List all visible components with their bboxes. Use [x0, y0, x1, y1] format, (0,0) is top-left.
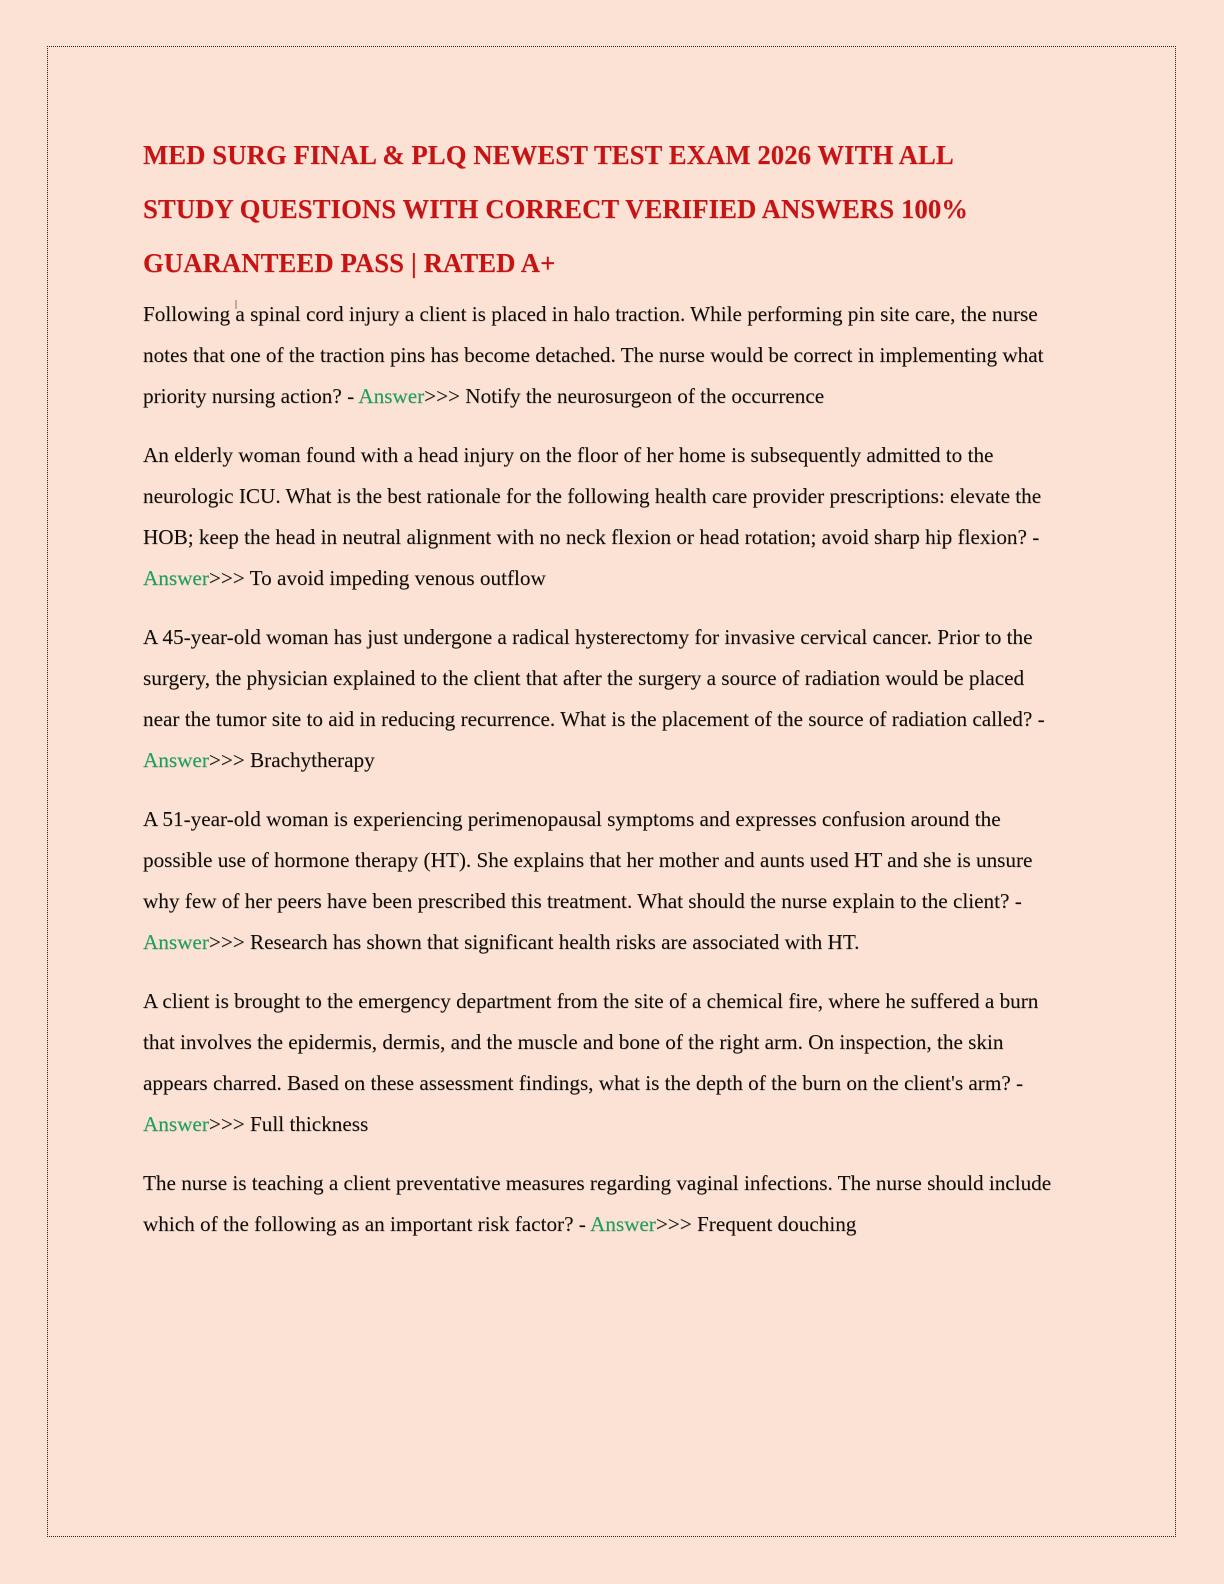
qa-paragraph [143, 799, 1059, 963]
answer-text: Research has shown that significant health risks are associated with HT. [244, 930, 860, 954]
qa-separator: - [341, 384, 359, 408]
qa-paragraph [143, 617, 1059, 781]
answer-text: Frequent douching [691, 1212, 857, 1236]
answer-arrows: >>> [655, 1212, 692, 1236]
page-title: MED SURG FINAL & PLQ NEWEST TEST EXAM 2026 WITH ALL STUDY QUESTIONS WITH CORRECT VERIFIED ANSWERS 100% GUARANTEED PASS | RATED A+ [143, 139, 969, 278]
answer-label: Answer [143, 930, 209, 954]
qa-paragraph [143, 294, 1059, 417]
qa-separator: - [1009, 889, 1022, 913]
qa-paragraph [143, 981, 1059, 1145]
answer-label: Answer [143, 748, 209, 772]
answer-text: Full thickness [244, 1112, 369, 1136]
question-text: An elderly woman found with a head injury on the floor of her home is subsequently admitted to the neurologic ICU. What is the best rationale for the following health care provider prescriptions: elevate the HOB; keep the head in neutral alignment with no neck flexion or head rotation; avoid sharp hip flexion? [143, 443, 1042, 549]
question-text: Following a spinal cord injury a client is placed in halo traction. While performing pin site care, the nurse notes that one of the traction pins has become detached. The nurse would be correct in implementing what priority nursing action? [143, 302, 1044, 408]
answer-arrows: >>> [208, 748, 245, 772]
qa-separator: - [1010, 1071, 1024, 1095]
question-text: The nurse is teaching a client preventative measures regarding vaginal infections. The nurse should include which of the following as an important risk factor? [143, 1171, 1052, 1236]
answer-text: Notify the neurosurgeon of the occurrence [460, 384, 825, 408]
document-content [143, 128, 1073, 1245]
answer-label: Answer [358, 384, 425, 408]
question-text: A 51-year-old woman is experiencing perimenopausal symptoms and expresses confusion around the possible use of hormone therapy (HT). She explains that her mother and aunts used HT and she is unsure why few of her peers have been prescribed this treatment. What should the nurse explain to the client? [143, 807, 1033, 913]
answer-arrows: >>> [208, 930, 245, 954]
qa-separator: - [1032, 707, 1045, 731]
question-text: A 45-year-old woman has just undergone a radical hysterectomy for invasive cervical cancer. Prior to the surgery, the physician explained to the client that after the surgery a source of radiation would be placed near the tumor site to aid in reducing recurrence. What is the placement of the source of radiation called? [143, 625, 1033, 731]
answer-arrows: >>> [424, 384, 461, 408]
answer-arrows: >>> [208, 1112, 245, 1136]
qa-paragraph [143, 435, 1059, 599]
answer-label: Answer [143, 566, 209, 590]
answer-label: Answer [589, 1212, 656, 1236]
question-text: A client is brought to the emergency department from the site of a chemical fire, where he suffered a burn that involves the epidermis, dermis, and the muscle and bone of the right arm. On inspection, the skin appears charred. Based on these assessment findings, what is the depth of the burn on the client's arm? [143, 989, 1039, 1095]
answer-text: Brachytherapy [244, 748, 375, 772]
qa-separator: - [1026, 525, 1040, 549]
question-answer-list [143, 294, 1073, 1245]
qa-paragraph [143, 1163, 1059, 1245]
answer-label: Answer [143, 1112, 209, 1136]
answer-text: To avoid impeding venous outflow [244, 566, 546, 590]
qa-separator: - [573, 1212, 590, 1236]
answer-arrows: >>> [208, 566, 245, 590]
